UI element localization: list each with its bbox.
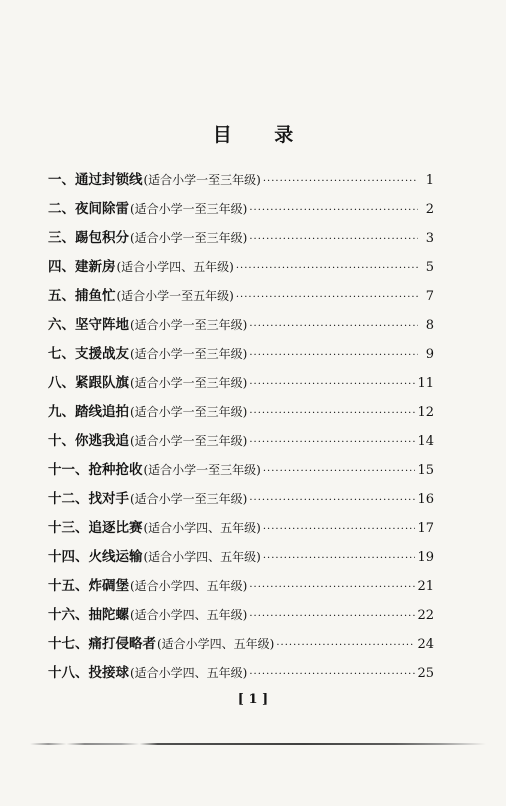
toc-entry[interactable]: [48, 315, 434, 344]
table-of-contents: [48, 170, 434, 692]
entry-number: 六、: [48, 317, 75, 333]
toc-entry[interactable]: [48, 605, 434, 634]
entry-page-number: 21: [417, 579, 434, 594]
toc-entry[interactable]: [48, 228, 434, 257]
entry-grade-note: (适合小学四、五年级): [116, 260, 234, 274]
entry-grade-note: (适合小学一至三年级): [130, 434, 248, 448]
entry-grade-note: (适合小学一至三年级): [130, 202, 248, 216]
entry-grade-note: (适合小学一至三年级): [130, 318, 248, 332]
page-title: 目 录: [212, 124, 312, 146]
entry-title: 炸碉堡: [88, 578, 129, 594]
entry-title: 火线运输: [88, 549, 143, 565]
entry-grade-note: (适合小学一至三年级): [143, 173, 261, 187]
entry-grade-note: (适合小学四、五年级): [157, 637, 275, 651]
entry-page-number: 9: [425, 347, 434, 362]
entry-page-number: 14: [417, 434, 434, 449]
entry-number: 九、: [48, 404, 75, 420]
entry-grade-note: (适合小学一至三年级): [130, 405, 248, 419]
scan-artifact-line: [30, 743, 486, 745]
entry-title: 通过封锁线: [75, 172, 143, 188]
dot-leader: [249, 375, 415, 395]
toc-entry[interactable]: [48, 663, 434, 692]
dot-leader: [236, 259, 418, 279]
entry-title: 踢包积分: [75, 230, 129, 246]
entry-title: 抽陀螺: [88, 607, 129, 623]
dot-leader: [249, 404, 415, 424]
entry-number: 十、: [48, 433, 75, 449]
entry-title: 找对手: [88, 491, 129, 507]
entry-page-number: 1: [425, 173, 434, 188]
entry-page-number: 5: [425, 260, 434, 275]
entry-page-number: 24: [417, 637, 434, 652]
entry-title: 紧跟队旗: [75, 375, 129, 391]
dot-leader: [249, 201, 418, 221]
toc-entry[interactable]: [48, 286, 434, 315]
entry-page-number: 2: [425, 202, 434, 217]
entry-page-number: 25: [417, 666, 434, 681]
entry-number: 十一、: [48, 462, 89, 478]
toc-entry[interactable]: [48, 576, 434, 605]
entry-number: 十八、: [48, 665, 89, 681]
entry-grade-note: (适合小学一至三年级): [130, 347, 248, 361]
entry-title: 痛打侵略者: [88, 636, 156, 652]
dot-leader: [249, 433, 415, 453]
dot-leader: [263, 172, 418, 192]
entry-number: 十七、: [48, 636, 89, 652]
dot-leader: [276, 636, 415, 656]
toc-entry[interactable]: [48, 489, 434, 518]
entry-page-number: 22: [417, 608, 434, 623]
entry-title: 建新房: [75, 259, 116, 275]
entry-grade-note: (适合小学四、五年级): [130, 666, 248, 680]
entry-title: 捕鱼忙: [75, 288, 116, 304]
entry-number: 一、: [48, 172, 75, 188]
entry-number: 三、: [48, 230, 75, 246]
entry-number: 四、: [48, 259, 75, 275]
entry-title: 支援战友: [75, 346, 129, 362]
dot-leader: [249, 578, 415, 598]
entry-grade-note: (适合小学四、五年级): [130, 608, 248, 622]
entry-number: 十四、: [48, 549, 89, 565]
dot-leader: [263, 462, 416, 482]
entry-page-number: 7: [425, 289, 434, 304]
toc-entry[interactable]: [48, 257, 434, 286]
entry-page-number: 12: [417, 405, 434, 420]
entry-number: 十六、: [48, 607, 89, 623]
entry-title: 夜间除雷: [75, 201, 129, 217]
entry-grade-note: (适合小学四、五年级): [130, 579, 248, 593]
entry-number: 二、: [48, 201, 75, 217]
entry-title: 抢种抢收: [88, 462, 143, 478]
dot-leader: [249, 317, 418, 337]
dot-leader: [249, 346, 418, 366]
entry-title: 你逃我追: [75, 433, 129, 449]
dot-leader: [249, 230, 418, 250]
entry-page-number: 3: [425, 231, 434, 246]
toc-entry[interactable]: [48, 460, 434, 489]
entry-grade-note: (适合小学一至三年级): [130, 492, 248, 506]
dot-leader: [263, 549, 416, 569]
entry-title: 踏线追拍: [75, 404, 129, 420]
entry-grade-note: (适合小学四、五年级): [143, 521, 261, 535]
toc-entry[interactable]: [48, 199, 434, 228]
toc-entry[interactable]: [48, 634, 434, 663]
toc-entry[interactable]: [48, 431, 434, 460]
entry-title: 投接球: [88, 665, 129, 681]
entry-page-number: 15: [417, 463, 434, 478]
entry-grade-note: (适合小学一至三年级): [130, 231, 248, 245]
entry-grade-note: (适合小学一至三年级): [143, 463, 261, 477]
entry-page-number: 8: [425, 318, 434, 333]
toc-entry[interactable]: [48, 344, 434, 373]
entry-number: 七、: [48, 346, 75, 362]
toc-entry[interactable]: [48, 402, 434, 431]
entry-page-number: 16: [417, 492, 434, 507]
entry-grade-note: (适合小学一至五年级): [116, 289, 234, 303]
entry-number: 五、: [48, 288, 75, 304]
dot-leader: [263, 520, 416, 540]
dot-leader: [236, 288, 418, 308]
entry-title: 坚守阵地: [75, 317, 129, 333]
entry-grade-note: (适合小学一至三年级): [130, 376, 248, 390]
page-number: [ 1 ]: [237, 692, 269, 707]
entry-number: 十三、: [48, 520, 89, 536]
entry-number: 十五、: [48, 578, 89, 594]
entry-page-number: 11: [417, 376, 434, 391]
dot-leader: [249, 607, 415, 627]
entry-page-number: 19: [417, 550, 434, 565]
toc-entry[interactable]: [48, 373, 434, 402]
entry-title: 追逐比赛: [88, 520, 143, 536]
entry-number: 十二、: [48, 491, 89, 507]
entry-page-number: 17: [417, 521, 434, 536]
dot-leader: [249, 491, 415, 511]
toc-entry[interactable]: [48, 547, 434, 576]
entry-grade-note: (适合小学四、五年级): [143, 550, 261, 564]
dot-leader: [249, 665, 415, 685]
entry-number: 八、: [48, 375, 75, 391]
toc-entry[interactable]: [48, 518, 434, 547]
toc-entry[interactable]: [48, 170, 434, 199]
